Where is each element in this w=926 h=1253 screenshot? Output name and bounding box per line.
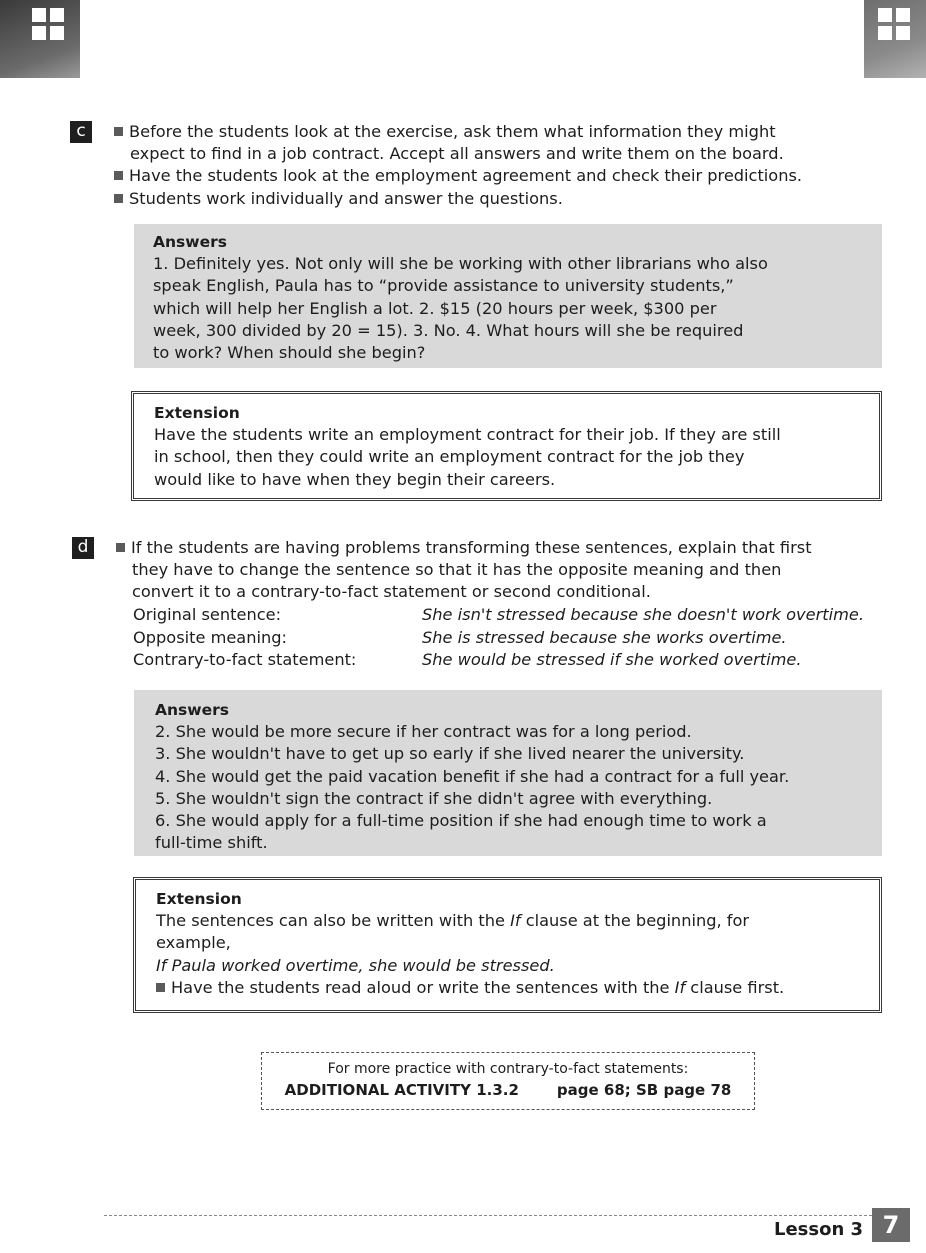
section-marker-c: c [70,121,92,143]
answers-title: Answers [153,233,227,251]
grid-icon [32,8,64,40]
page-reference: page 68; SB page 78 [556,1081,732,1099]
footer-divider [104,1215,872,1216]
practice-intro: For more practice with contrary-to-fact statements: [327,1061,689,1077]
grid-icon [878,8,910,40]
section-c-bullets [114,121,802,210]
bullet-item-cont: they have to change the sentence so that it has the opposite meaning and then [132,560,782,580]
answer-line: full-time shift. [155,833,268,853]
answer-line: 5. She wouldn't sign the contract if she didn't agree with everything. [155,788,713,808]
extension-line: would like to have when they begin their careers. [154,469,556,489]
extension-example: If Paula worked overtime, she would be stressed. [156,955,555,975]
bullet-item: Have the students look at the employment agreement and check their predictions. [114,165,802,187]
answer-line: 4. She would get the paid vacation benefit if she had a contract for a full year. [155,766,790,786]
answer-line: 6. She would apply for a full-time position if she had enough time to work a [155,811,767,831]
footer-lesson: Lesson 3 [774,1219,864,1240]
corner-tab-right [864,0,926,78]
example-row: Contrary-to-fact statement: She would be stressed if she worked overtime. [133,650,802,669]
extension-box-c [131,391,882,501]
bullet-square-icon [116,543,125,552]
bullet-item: Before the students look at the exercise, ask them what information they might [114,121,802,143]
additional-practice-box [261,1052,755,1110]
bullet-item-cont: expect to find in a job contract. Accept all answers and write them on the board. [130,144,784,164]
extension-bullet: Have the students read aloud or write the sentences with the If clause first. [156,977,784,999]
bullet-square-icon [114,194,123,203]
extension-line: The sentences can also be written with the If clause at the beginning, for [156,911,750,931]
answers-c [153,231,768,364]
extension-title: Extension [156,890,242,908]
answer-line: 1. Definitely yes. Not only will she be working with other librarians who also [153,254,768,274]
answer-line: 2. She would be more secure if her contract was for a long period. [155,722,692,742]
example-row: Original sentence: She isn't stressed because she doesn't work overtime. [133,605,864,624]
extension-line: Have the students write an employment contract for their job. If they are still [154,425,781,445]
bullet-item-cont: convert it to a contrary-to-fact statement or second conditional. [132,582,651,602]
extension-title: Extension [154,404,240,422]
activity-link[interactable]: ADDITIONAL ACTIVITY 1.3.2 [284,1081,519,1099]
answer-line: which will help her English a lot. 2. $15 (20 hours per week, $300 per [153,298,717,318]
section-d-bullet [116,537,812,604]
extension-box-d [133,877,882,1013]
bullet-square-icon [114,171,123,180]
bullet-item: Students work individually and answer the questions. [114,188,802,210]
answers-title: Answers [155,701,229,719]
bullet-square-icon [114,127,123,136]
practice-reference [262,1079,754,1101]
answers-d [155,699,789,854]
section-marker-d: d [72,537,94,559]
answer-line: speak English, Paula has to “provide assistance to university students,” [153,276,734,296]
page-number: 7 [872,1208,910,1242]
bullet-item: If the students are having problems transforming these sentences, explain that first [116,537,812,559]
extension-line: example, [156,933,231,953]
bullet-square-icon [156,983,165,992]
answer-line: 3. She wouldn't have to get up so early if she lived nearer the university. [155,744,745,764]
answer-line: week, 300 divided by 20 = 15). 3. No. 4. What hours will she be required [153,320,744,340]
corner-tab-left [0,0,80,78]
answer-line: to work? When should she begin? [153,343,426,363]
example-table [133,604,893,672]
example-row: Opposite meaning: She is stressed because she works overtime. [133,627,787,647]
extension-line: in school, then they could write an employment contract for the job they [154,447,745,467]
